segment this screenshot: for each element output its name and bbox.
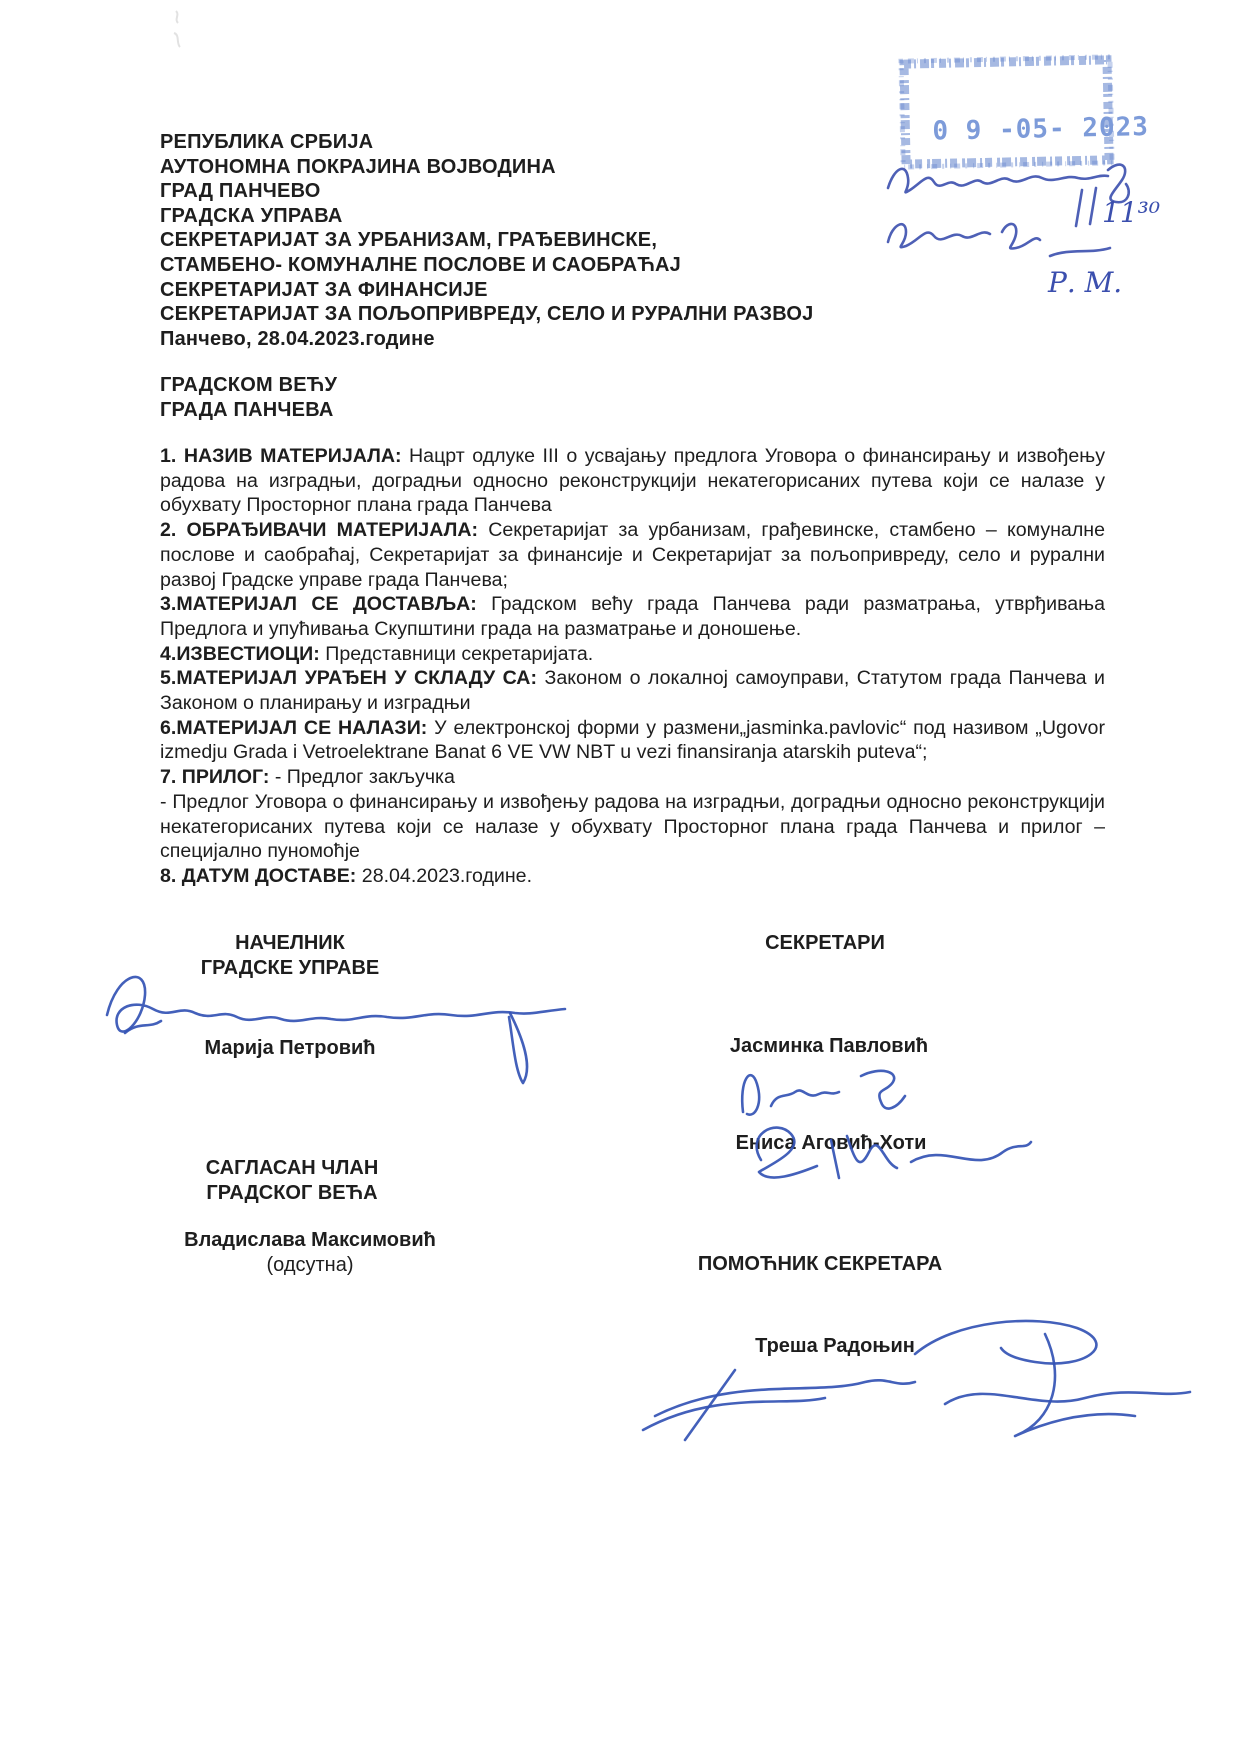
member-absent-note: (одсутна)	[266, 1253, 354, 1276]
letterhead-line: АУТОНОМНА ПОКРАЈИНА ВОЈВОДИНА	[160, 155, 556, 178]
body-item	[160, 592, 1105, 641]
body-item-label: 4.ИЗВЕСТИОЦИ:	[160, 642, 320, 665]
member-title: САГЛАСАН ЧЛАН ГРАДСКОГ ВЕЋА	[205, 1157, 379, 1204]
secretary-name-2: Ениса Аговић-Хоти	[735, 1132, 927, 1154]
chief-name: Марија Петровић	[204, 1037, 376, 1059]
body-item	[160, 790, 1105, 864]
chief-title: НАЧЕЛНИК ГРАДСКЕ УПРАВЕ	[200, 932, 380, 979]
body-item	[160, 666, 1105, 715]
letterhead-date-line: Панчево, 28.04.2023.године	[160, 327, 435, 350]
assistant-name: Треша Радоњин	[755, 1335, 915, 1357]
body-item-label: 3.МАТЕРИЈАЛ СЕ ДОСТАВЉА:	[160, 593, 477, 616]
secretaries-title: СЕКРЕТАРИ	[765, 932, 885, 954]
letterhead-line: ГРАД ПАНЧЕВО	[160, 180, 321, 203]
addressee	[160, 373, 660, 422]
letterhead-line: СТАМБЕНО- КОМУНАЛНЕ ПОСЛОВЕ И САОБРАЋАЈ	[160, 253, 681, 276]
stamp-date: 0 9 -05- 2023	[932, 112, 1150, 147]
body-item-text: Нацрт одлуке III о усвајању предлога Уговора о финансирању и извођењу радова на изградњи, доградњи односно реконструкцији некатегорисаних путева који се налазе у обухвату Просторног плана града Панчева	[160, 445, 1105, 517]
body-item-label: 1. НАЗИВ МАТЕРИЈАЛА:	[160, 445, 402, 467]
body-item-text: Законом о локалној самоуправи, Статутом града Панчева и Законом о планирању и изградњи	[160, 667, 1105, 715]
body-item-label: 8. ДАТУМ ДОСТАВЕ:	[160, 864, 357, 887]
body-item	[160, 864, 1105, 889]
body-item-label: 5.МАТЕРИЈАЛ УРАЂЕН У СКЛАДУ СА:	[160, 667, 537, 690]
secretary-name-1: Јасминка Павловић	[729, 1035, 929, 1057]
body-item	[160, 765, 1105, 790]
body-item-text: Градском већу града Панчева ради разматрања, утврђивања Предлога и упућивања Скупштини града на разматрање и доношење.	[160, 593, 1105, 640]
handwritten-time: 11³⁰	[1102, 196, 1161, 229]
body-item-text: - Предлог Уговора о финансирању и извођењу радова на изградњи, доградњи односно реконструкцији некатегорисаних путева који се налазе у обухвату Просторног плана града Панчева и прилог – специјално пуномоћје	[160, 790, 1105, 863]
body-item-text: 28.04.2023.године.	[361, 864, 533, 887]
date-stamp	[870, 50, 1200, 310]
body-item-text: Секретаријат за урбанизам, грађевинске, стамбено – комуналне послове и саобраћај, Секретаријат за финансије и Секретаријат за пољопривреду, село и рурални развој Градске управе града Панчева;	[160, 519, 1105, 591]
body-item-text: У електронској форми у размени„jasminka.pavlovic“ под називом „Ugovor izmedju Grada i Vetroelektrane Banat 6 VE VW NBT u vezi finansiranja atarskih puteva“;	[160, 716, 1105, 764]
letterhead-line: СЕКРЕТАРИЈАТ ЗА ПОЉОПРИВРЕДУ, СЕЛО И РУРАЛНИ РАЗВОЈ	[160, 303, 814, 326]
letterhead	[160, 130, 960, 351]
body-item-label: 7. ПРИЛОГ:	[160, 766, 270, 789]
handwritten-note	[888, 165, 1160, 299]
body-item	[160, 716, 1105, 765]
assistant-title: ПОМОЋНИК СЕКРЕТАРА	[697, 1253, 943, 1275]
body-item	[160, 444, 1105, 518]
secretary-signature-1	[715, 1050, 930, 1135]
letterhead-line: РЕПУБЛИКА СРБИЈА	[160, 131, 374, 153]
body-item-text: Представници секретаријата.	[325, 642, 594, 665]
letterhead-line: ГРАДСКА УПРАВА	[160, 204, 343, 227]
body-item	[160, 642, 1105, 667]
scan-artifact	[160, 5, 200, 55]
body-item-text: - Предлог закључка	[274, 766, 455, 789]
body-item-label: 6.МАТЕРИЈАЛ СЕ НАЛАЗИ:	[160, 716, 428, 739]
addressee-line: ГРАДСКОМ ВЕЋУ	[160, 374, 338, 396]
addressee-line: ГРАДА ПАНЧЕВА	[160, 398, 334, 421]
body-item-label: 2. ОБРАЂИВАЧИ МАТЕРИЈАЛА:	[160, 519, 479, 542]
body-item	[160, 518, 1105, 592]
handwritten-initials: Р. М.	[1048, 266, 1123, 299]
body-text	[160, 444, 1105, 889]
letterhead-line: СЕКРЕТАРИЈАТ ЗА УРБАНИЗАМ, ГРАЂЕВИНСКЕ,	[160, 229, 658, 252]
member-name: Владислава Максимовић (одсутна)	[160, 1228, 460, 1277]
letterhead-line: СЕКРЕТАРИЈАТ ЗА ФИНАНСИЈЕ	[160, 278, 488, 301]
